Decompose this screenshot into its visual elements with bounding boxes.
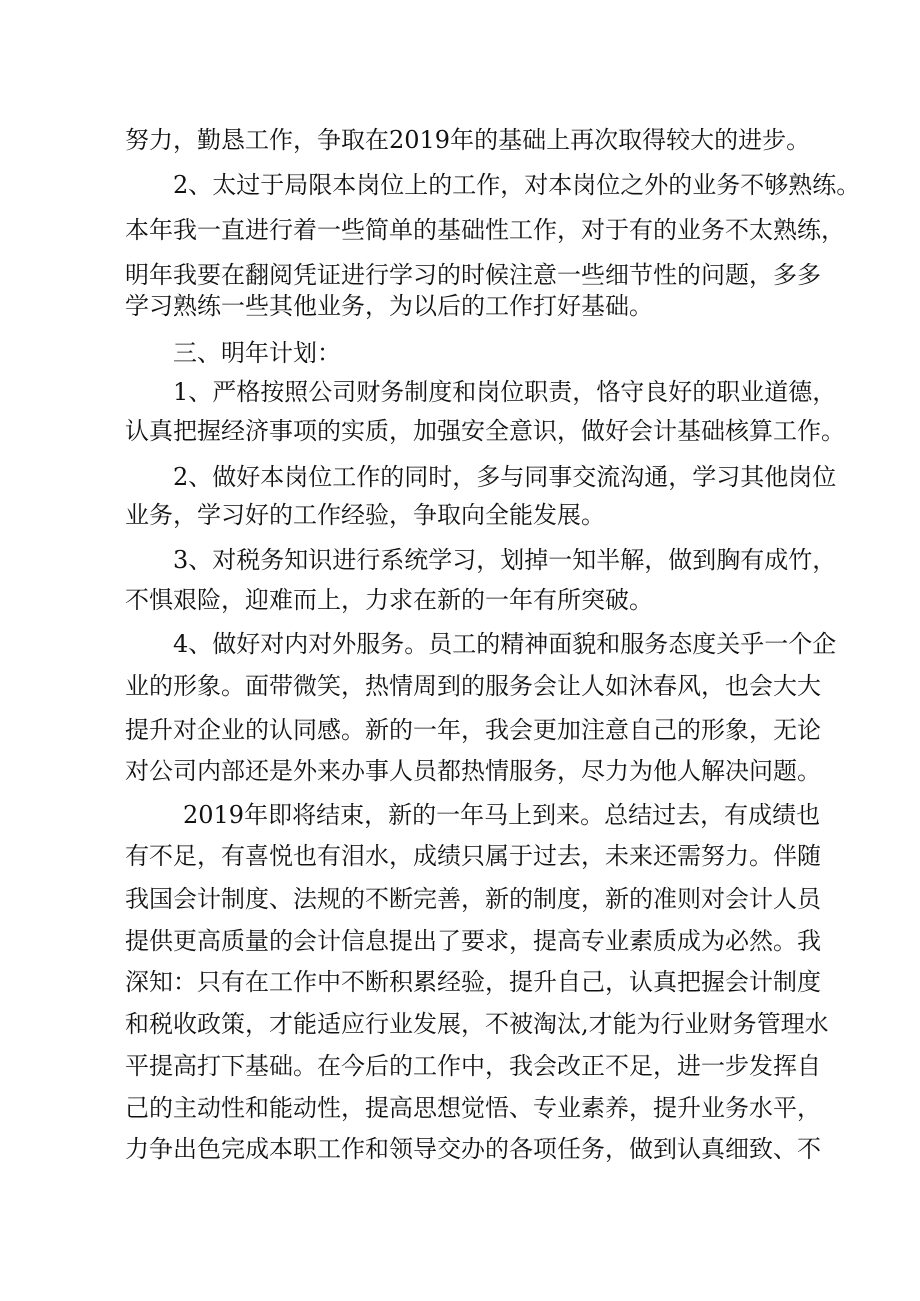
paragraph-line: 1、严格按照公司财务制度和岗位职责，恪守良好的职业道德， [173, 378, 837, 406]
section-heading: 三、明年计划： [173, 339, 341, 367]
paragraph-line: 业务，学习好的工作经验，争取向全能发展。 [125, 501, 605, 529]
paragraph-line: 力争出色完成本职工作和领导交办的各项任务，做到认真细致、不 [125, 1135, 821, 1163]
paragraph-line: 4、做好对内对外服务。员工的精神面貌和服务态度关乎一个企 [173, 630, 837, 658]
paragraph-line: 不惧艰险，迎难而上，力求在新的一年有所突破。 [125, 586, 653, 614]
paragraph-line: 2、太过于局限本岗位上的工作，对本岗位之外的业务不够熟练。 [173, 171, 861, 199]
paragraph-line: 认真把握经济事项的实质，加强安全意识，做好会计基础核算工作。 [125, 417, 845, 445]
paragraph-line: 平提高打下基础。在今后的工作中，我会改正不足，进一步发挥自 [125, 1052, 821, 1080]
paragraph-line: 学习熟练一些其他业务，为以后的工作打好基础。 [125, 292, 653, 320]
paragraph-line: 深知：只有在工作中不断积累经验，提升自己，认真把握会计制度 [125, 968, 821, 996]
paragraph-line: 2、做好本岗位工作的同时，多与同事交流沟通，学习其他岗位 [173, 463, 837, 491]
paragraph-line: 和税收政策，才能适应行业发展，不被淘汰,才能为行业财务管理水 [125, 1010, 829, 1038]
paragraph-line: 努力，勤恳工作，争取在2019年的基础上再次取得较大的进步。 [125, 126, 811, 154]
paragraph-line: 本年我一直进行着一些简单的基础性工作，对于有的业务不太熟练， [125, 216, 845, 244]
paragraph-line: 提供更高质量的会计信息提出了要求，提高专业素质成为必然。我 [125, 927, 821, 955]
paragraph-line: 明年我要在翻阅凭证进行学习的时候注意一些细节性的问题，多多 [125, 261, 821, 289]
paragraph-line: 提升对企业的认同感。新的一年，我会更加注意自己的形象，无论 [125, 716, 821, 744]
paragraph-line: 业的形象。面带微笑，热情周到的服务会让人如沐春风，也会大大 [125, 672, 821, 700]
paragraph-line: 对公司内部还是外来办事人员都热情服务，尽力为他人解决问题。 [125, 757, 821, 785]
paragraph-line: 3、对税务知识进行系统学习，划掉一知半解，做到胸有成竹， [173, 546, 837, 574]
paragraph-line: 己的主动性和能动性，提高思想觉悟、专业素养，提升业务水平， [125, 1094, 821, 1122]
paragraph-line: 我国会计制度、法规的不断完善，新的制度，新的准则对会计人员 [125, 885, 821, 913]
paragraph-line: 2019年即将结束，新的一年马上到来。总结过去，有成绩也 [183, 801, 821, 829]
paragraph-line: 有不足，有喜悦也有泪水，成绩只属于过去，未来还需努力。伴随 [125, 842, 821, 870]
